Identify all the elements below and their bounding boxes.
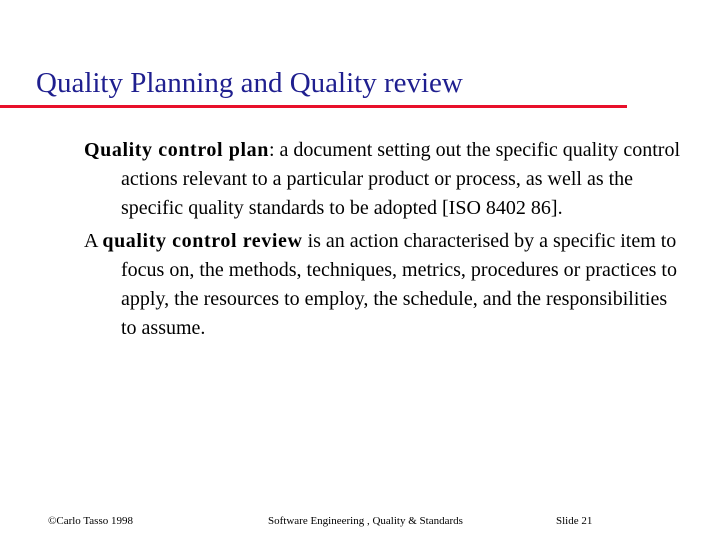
footer-slide-number: Slide 21 bbox=[556, 515, 593, 527]
definition-text: : a document setting out the specific quality control actions relevant to a particular product or process, as well as the specific quality standards to be adopted [ISO 8402 86]. bbox=[121, 139, 681, 219]
paragraph-prefix: A bbox=[84, 230, 103, 252]
footer-copyright: ©Carlo Tasso 1998 bbox=[48, 515, 133, 527]
term-quality-control-review: quality control review bbox=[102, 230, 303, 252]
term-quality-control-plan: Quality control plan bbox=[84, 139, 269, 161]
definition-text: is an action characterised by a specific item to focus on, the methods, techniques, metrics, procedures or practices to apply, the resources to employ, the schedule, and the responsibilities to assume. bbox=[121, 230, 677, 339]
title-divider bbox=[0, 105, 627, 108]
slide-title: Quality Planning and Quality review bbox=[36, 67, 463, 99]
definition-quality-control-plan bbox=[84, 136, 684, 223]
slide-body bbox=[84, 136, 684, 347]
footer-course-title: Software Engineering , Quality & Standards bbox=[268, 515, 463, 527]
definition-quality-control-review bbox=[84, 227, 684, 343]
